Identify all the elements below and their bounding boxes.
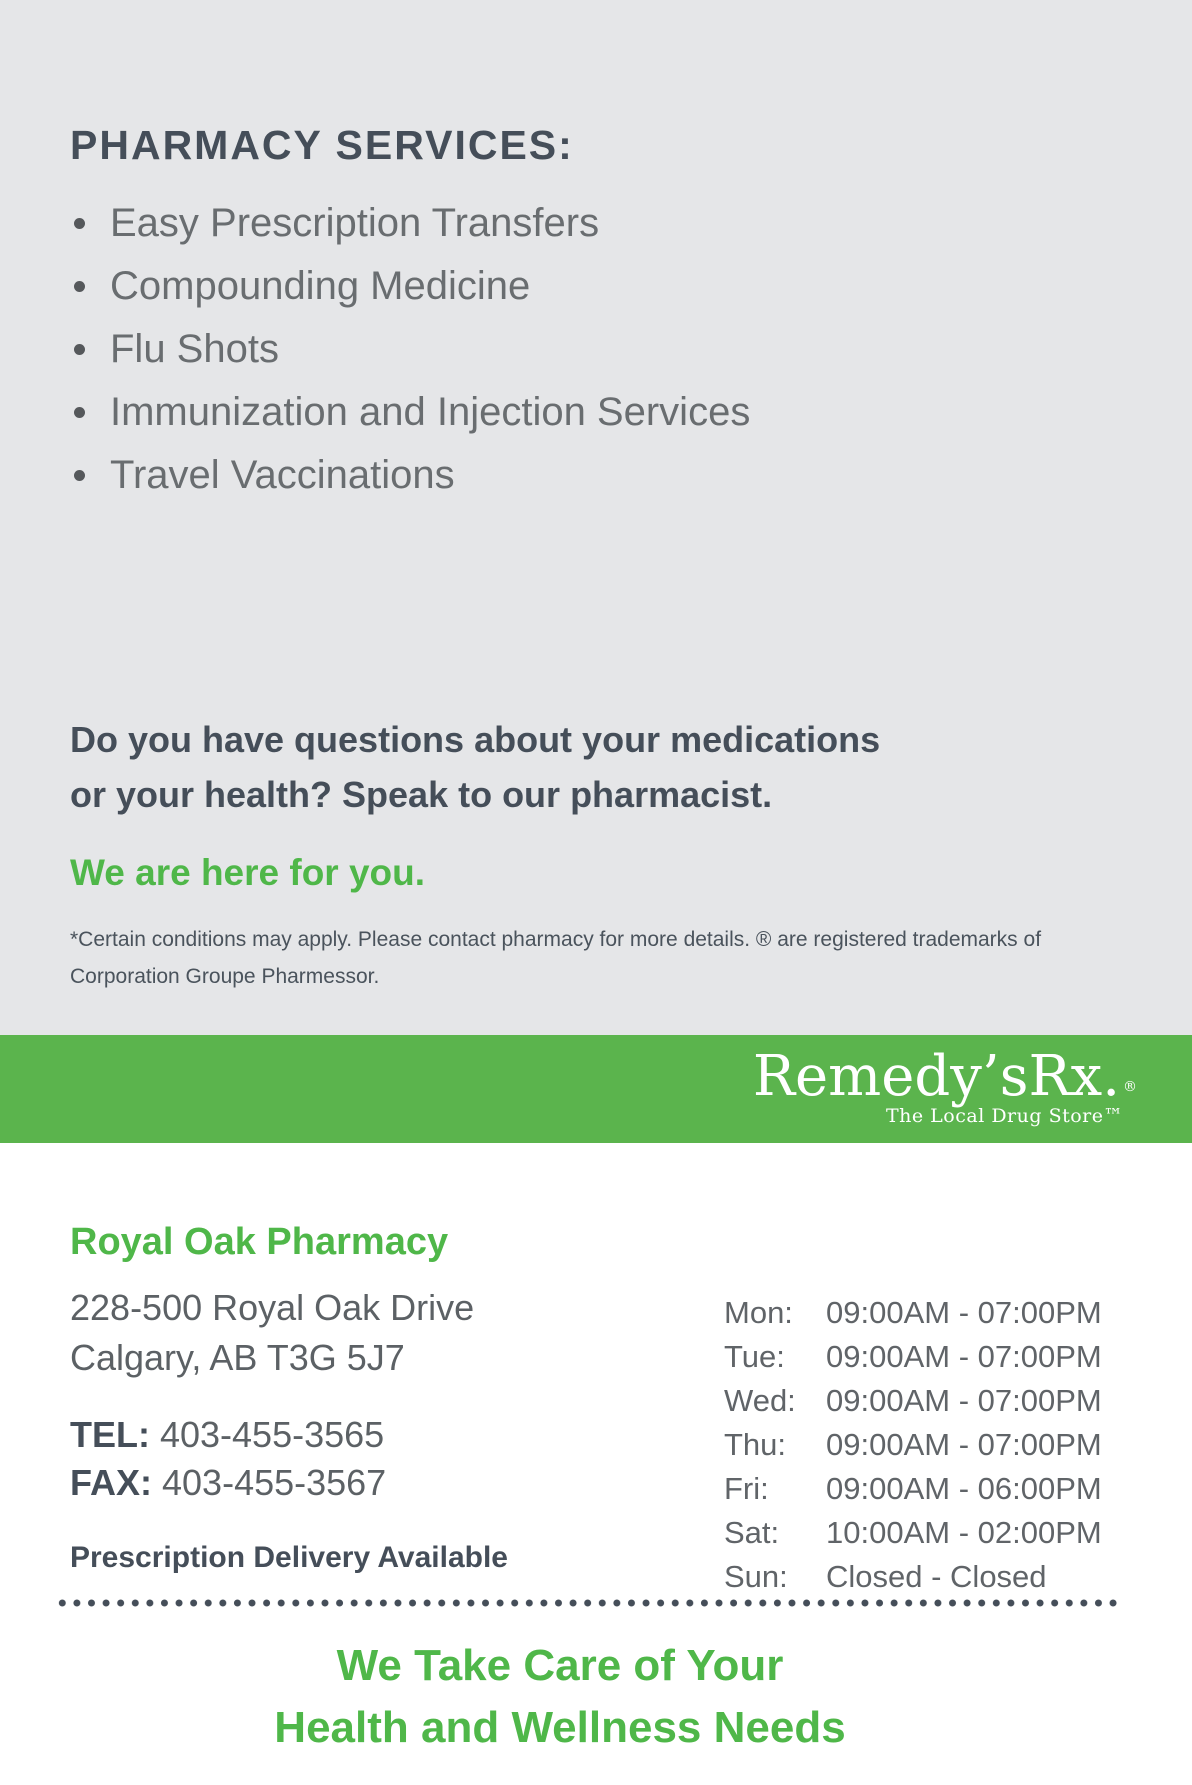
- hours-row: [724, 1467, 1102, 1511]
- hours-time: 09:00AM - 07:00PM: [826, 1383, 1102, 1418]
- service-item: [74, 444, 750, 507]
- bullet-icon: [74, 344, 85, 355]
- address-line2: Calgary, AB T3G 5J7: [70, 1337, 405, 1378]
- contact-numbers: [70, 1411, 386, 1507]
- hours-row: [724, 1291, 1102, 1335]
- tel-number: 403-455-3565: [159, 1414, 385, 1455]
- delivery-note: Prescription Delivery Available: [70, 1541, 508, 1574]
- hours-day: Thu:: [724, 1427, 787, 1462]
- fax-row: [70, 1459, 386, 1507]
- footer-line2: Health and Wellness Needs: [274, 1703, 846, 1752]
- hours-time: 10:00AM - 02:00PM: [826, 1515, 1102, 1550]
- logo-text: Remedy’sRx.: [752, 1044, 1120, 1109]
- service-item: [74, 255, 750, 318]
- bullet-icon: [74, 281, 85, 292]
- store-name: Royal Oak Pharmacy: [70, 1221, 449, 1263]
- hours-day: Fri:: [724, 1471, 769, 1506]
- hours-time: 09:00AM - 07:00PM: [826, 1339, 1102, 1374]
- hours-row: [724, 1335, 1102, 1379]
- logo-wordmark: [752, 1044, 1137, 1109]
- tel-label: TEL:: [70, 1414, 150, 1455]
- footer-line1: We Take Care of Your: [336, 1641, 784, 1690]
- dotted-divider: [55, 1599, 1123, 1607]
- hours-day: Mon:: [724, 1295, 793, 1330]
- store-address: [70, 1283, 474, 1383]
- service-item-label: Immunization and Injection Services: [110, 390, 751, 434]
- fax-number: 403-455-3567: [162, 1462, 387, 1503]
- service-item-label: Easy Prescription Transfers: [110, 201, 600, 245]
- pharmacist-question: [70, 712, 880, 822]
- tel-row: [70, 1411, 386, 1459]
- services-list: [74, 192, 750, 507]
- registered-trademark-icon: ®: [1123, 1079, 1137, 1095]
- bullet-icon: [74, 218, 85, 229]
- hours-row: [724, 1555, 1102, 1599]
- service-item: [74, 192, 750, 255]
- fax-label: FAX:: [70, 1462, 153, 1503]
- pharmacist-question-line1: Do you have questions about your medications: [70, 719, 881, 760]
- footer-message: [0, 1635, 1120, 1759]
- disclaimer-line1: *Certain conditions may apply. Please contact pharmacy for more details. ® are registered trademarks of: [70, 928, 1042, 951]
- hours-time: 09:00AM - 06:00PM: [826, 1471, 1102, 1506]
- hours-day: Tue:: [724, 1339, 785, 1374]
- here-for-you-tagline: We are here for you.: [70, 852, 426, 893]
- bullet-icon: [74, 470, 85, 481]
- brand-banner: [0, 1035, 1192, 1143]
- service-item-label: Flu Shots: [110, 327, 279, 371]
- service-item-label: Travel Vaccinations: [110, 453, 455, 497]
- store-info-section: [0, 1143, 1192, 1785]
- hours-day: Sun:: [724, 1559, 788, 1594]
- remedysrx-logo: [752, 1044, 1137, 1127]
- hours-row: [724, 1423, 1102, 1467]
- hours-time: 09:00AM - 07:00PM: [826, 1427, 1102, 1462]
- bullet-icon: [74, 407, 85, 418]
- address-line1: 228-500 Royal Oak Drive: [70, 1287, 475, 1328]
- disclaimer-text: [70, 921, 1041, 995]
- pharmacist-question-line2: or your health? Speak to our pharmacist.: [70, 774, 773, 815]
- pharmacy-services-heading: PHARMACY SERVICES:: [70, 122, 574, 168]
- hours-table: [724, 1291, 1102, 1599]
- hours-row: [724, 1379, 1102, 1423]
- service-item: [74, 318, 750, 381]
- logo-tagline: The Local Drug Store™: [885, 1105, 1123, 1127]
- hours-time: 09:00AM - 07:00PM: [826, 1295, 1102, 1330]
- hours-day: Sat:: [724, 1515, 780, 1550]
- service-item: [74, 381, 750, 444]
- hours-day: Wed:: [724, 1383, 796, 1418]
- hours-row: [724, 1511, 1102, 1555]
- disclaimer-line2: Corporation Groupe Pharmessor.: [70, 965, 380, 988]
- hours-time: Closed - Closed: [826, 1559, 1047, 1594]
- service-item-label: Compounding Medicine: [110, 264, 531, 308]
